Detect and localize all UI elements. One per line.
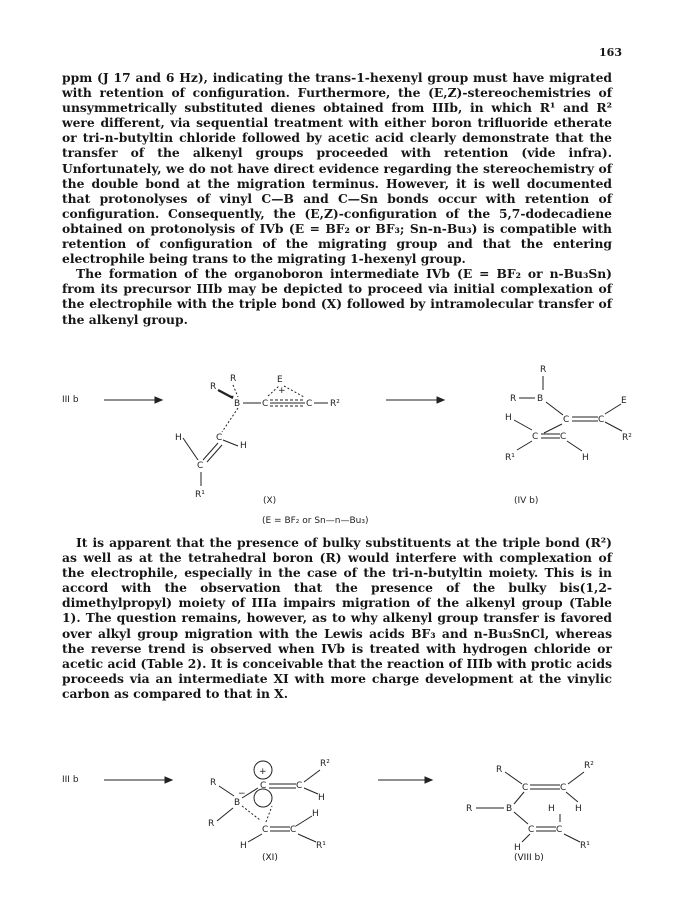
- scheme2-arrowhead-1: [165, 777, 172, 783]
- scheme1-arrowhead-2: [437, 397, 444, 403]
- xi-bond-h-mid: [296, 816, 312, 826]
- ivb-c2: C: [598, 415, 605, 425]
- ivb-bond-r2: [605, 422, 622, 431]
- body-text-top: [62, 70, 612, 327]
- xi-bond-b-vinyl: [242, 806, 260, 820]
- ivb-bond-h1: [514, 420, 532, 430]
- ivb-h1: H: [505, 413, 512, 423]
- xi-p-orbital-bottom: [254, 789, 272, 807]
- ivb-r2: R²: [622, 433, 632, 443]
- xi-bond-h-bottom: [248, 834, 262, 842]
- x-bond-h2: [223, 440, 238, 446]
- scheme2-label-viiib: (VIII b): [514, 853, 544, 863]
- x-r-top: R: [230, 374, 237, 384]
- ivb-r-left: R: [510, 394, 517, 404]
- xi-c3: C: [262, 825, 269, 835]
- viiib-c1: C: [522, 783, 529, 793]
- x-boron: B: [234, 399, 241, 409]
- xi-bond-r-top: [219, 786, 234, 796]
- x-bond-h1: [183, 438, 198, 460]
- x-bond-b-vinyl: [222, 408, 238, 432]
- viiib-c3: C: [528, 825, 535, 835]
- x-vinyl-h2: H: [240, 441, 247, 451]
- ivb-electrophile: E: [621, 396, 627, 406]
- scheme2-label-xi: (XI): [262, 853, 278, 863]
- scheme1-reactant: III b: [62, 395, 79, 405]
- xi-plus: +: [259, 767, 267, 777]
- viiib-c2: C: [560, 783, 567, 793]
- x-minus: −: [227, 392, 235, 402]
- body-text-middle: [62, 535, 612, 701]
- scheme2-arrowhead-2: [425, 777, 432, 783]
- ivb-c1: C: [563, 415, 570, 425]
- ivb-bond-r1: [517, 441, 532, 450]
- viiib-bond-h-bottom: [522, 834, 530, 842]
- xi-bond-r2: [304, 770, 320, 782]
- viiib-h-right: H: [575, 804, 582, 814]
- xi-r1: R¹: [316, 841, 326, 851]
- xi-c4: C: [290, 825, 297, 835]
- viiib-r-left: R: [466, 804, 473, 814]
- page-number: 163: [599, 46, 622, 59]
- ivb-bond-e: [605, 404, 621, 414]
- reaction-scheme-1: [0, 360, 680, 530]
- x-plus: +: [278, 386, 286, 396]
- x-bond-e-c2: [284, 386, 304, 397]
- viiib-r-top: R: [496, 765, 503, 775]
- xi-r-top: R: [210, 778, 217, 788]
- xi-r-bottom: R: [208, 819, 215, 829]
- xi-h-top: H: [318, 793, 325, 803]
- scheme1-footnote: (E = BF₂ or Sn—n—Bu₃): [262, 516, 369, 526]
- viiib-r2: R²: [584, 761, 594, 771]
- viiib-bond-r2: [568, 772, 584, 784]
- x-c2: C: [306, 399, 313, 409]
- ivb-bond-h2: [567, 441, 582, 451]
- ivb-c3: C: [532, 432, 539, 442]
- paragraph-2: The formation of the organoboron intermediate IVb (E = BF₂ or n-Bu₃Sn) from its precursor IIIb may be depicted to proceed via initial complexation of the electrophile with the triple bond (X) followed by intramolecular transfer of the alkenyl group.: [62, 266, 612, 327]
- viiib-bond-c1-b: [514, 792, 524, 804]
- x-r-left: R: [210, 382, 217, 392]
- viiib-boron: B: [506, 804, 513, 814]
- xi-bond-r1: [298, 834, 316, 842]
- ivb-r1: R¹: [505, 453, 515, 463]
- x-vinyl-c1: C: [216, 433, 223, 443]
- xi-bond-h-top: [304, 788, 318, 794]
- x-r1: R¹: [195, 490, 205, 500]
- ivb-r-top: R: [540, 365, 547, 375]
- paragraph-1: ppm (J 17 and 6 Hz), indicating the trans-1-hexenyl group must have migrated with retention of configuration. Furthermore, the (E,Z)-stereochemistries of unsymmetrically substituted dienes obtained from IIIb, in which R¹ and R² were different, via sequential treatment with either boron trifluoride etherate or tri-n-butyltin chloride followed by acetic acid clearly demonstrate that the transfer of the alkenyl groups proceeded with retention (vide infra). Unfortunately, we do not have direct evidence regarding the stereochemistry of the double bond at the migration terminus. However, it is well documented that protonolyses of vinyl C—B and C—Sn bonds occur with retention of configuration. Consequently, the (E,Z)-configuration of the 5,7-dodecadiene obtained on protonolysis of IVb (E = BF₂ or BF₃; Sn-n-Bu₃) is compatible with retention of configuration of the migrating group and that the entering electrophile being trans to the migrating 1-hexenyl group.: [62, 70, 612, 267]
- x-c1: C: [262, 399, 269, 409]
- scheme1-arrowhead-1: [155, 397, 162, 403]
- xi-h-bottom: H: [240, 841, 247, 851]
- xi-boron: B: [234, 798, 241, 808]
- viiib-r1: R¹: [580, 841, 590, 851]
- viiib-bond-b-c3: [514, 812, 528, 824]
- reaction-scheme-2: [0, 742, 680, 852]
- viiib-bond-h-right: [566, 792, 578, 802]
- xi-c1: C: [260, 781, 267, 791]
- xi-r2: R²: [320, 759, 330, 769]
- scheme1-label-x: (X): [263, 496, 277, 506]
- ivb-bond-b-c: [546, 402, 563, 415]
- scheme1-label-ivb: (IV b): [514, 496, 539, 506]
- paragraph-3: It is apparent that the presence of bulky substituents at the triple bond (R²) as well as at the tetrahedral boron (R) would interfere with complexation of the electrophile, especially in the case of the tri-n-butyltin moiety. This is in accord with the observation that the presence of the bulky bis(1,2-dimethylpropyl) moiety of IIIa impairs migration of the alkenyl group (Table 1). The question remains, however, as to why alkenyl group transfer is favored over alkyl group migration with the Lewis acids BF₃ and n-Bu₃SnCl, whereas the reverse trend is observed when IVb is treated with hydrogen chloride or acetic acid (Table 2). It is conceivable that the reaction of IIIb with protic acids proceeds via an intermediate XI with more charge development at the vinylic carbon as compared to that in X.: [62, 535, 612, 701]
- xi-c2: C: [296, 781, 303, 791]
- xi-h-mid: H: [312, 809, 319, 819]
- x-vinyl-h1: H: [175, 433, 182, 443]
- xi-minus: −: [238, 789, 246, 799]
- xi-bond-r-bottom: [217, 808, 233, 821]
- xi-bond-c3-c1: [266, 806, 272, 822]
- viiib-h-mid: H: [548, 804, 555, 814]
- scheme2-reactant: III b: [62, 775, 79, 785]
- ivb-c4: C: [560, 432, 567, 442]
- ivb-boron: B: [537, 394, 544, 404]
- x-vinyl-c2: C: [197, 461, 204, 471]
- x-electrophile: E: [277, 375, 283, 385]
- viiib-h-bottom: H: [514, 843, 521, 852]
- viiib-c4: C: [556, 825, 563, 835]
- viiib-bond-r-c: [505, 772, 522, 784]
- ivb-h2: H: [582, 453, 589, 463]
- viiib-bond-r1: [564, 834, 580, 842]
- x-r2: R²: [330, 399, 340, 409]
